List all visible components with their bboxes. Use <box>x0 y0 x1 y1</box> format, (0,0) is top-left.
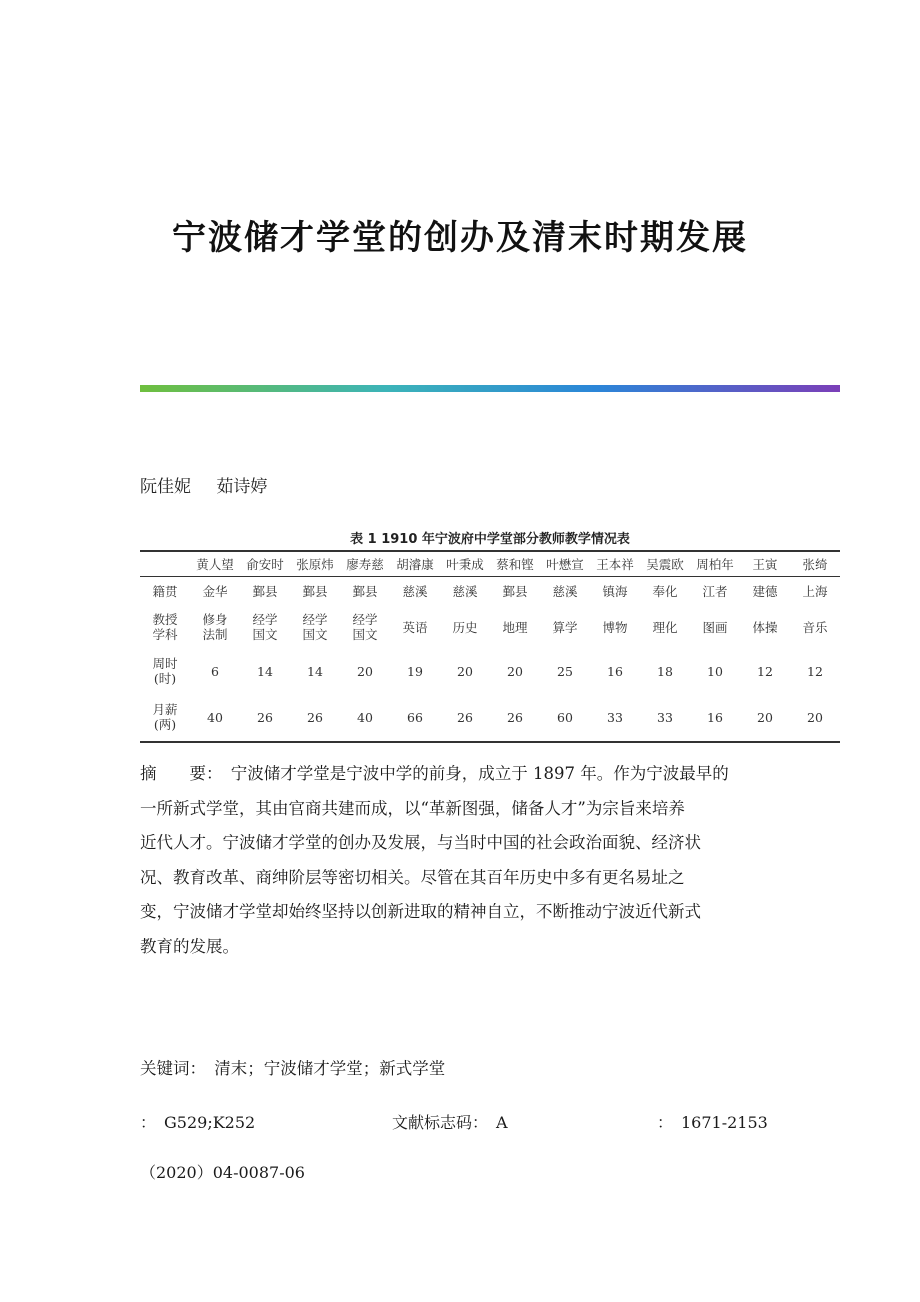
table-cell: 60 <box>557 709 573 725</box>
abstract-line: 教育的发展。 <box>140 936 239 956</box>
table-header-corner <box>140 551 190 577</box>
cell-line: 经学 <box>352 612 378 627</box>
row-label-line: 周时 <box>152 656 178 671</box>
table-cell: 20 <box>357 663 373 679</box>
cell-line: 经学 <box>302 612 328 627</box>
table-header-row <box>140 551 840 577</box>
table-row-weekly-hours <box>140 649 840 693</box>
table-cell: 鄞县 <box>252 584 278 599</box>
table-header-cell: 蔡和铿 <box>496 557 534 572</box>
table-cell: 26 <box>257 709 273 725</box>
table-header-cell: 周柏年 <box>696 557 734 572</box>
row-label-line: 教授 <box>152 612 178 627</box>
table-cell: 33 <box>607 709 623 725</box>
abstract-line: 一所新式学堂，其由官商共建而成，以“革新图强，储备人才”为宗旨来培养 <box>140 798 685 818</box>
table-header-cell: 俞安时 <box>246 557 284 572</box>
table-cell: 12 <box>757 663 773 679</box>
cell-line: 法制 <box>202 627 228 642</box>
table-header-cell: 廖寿慈 <box>346 557 384 572</box>
table-cell <box>340 605 390 649</box>
table-row-monthly-salary <box>140 693 840 742</box>
table-cell: 慈溪 <box>452 584 478 599</box>
row-label <box>140 649 190 693</box>
table-header-cell: 叶秉成 <box>446 557 484 572</box>
table-cell: 图画 <box>702 620 728 635</box>
table-cell: 10 <box>707 663 723 679</box>
table-cell: 25 <box>557 663 573 679</box>
table-cell: 6 <box>211 663 219 679</box>
article-id: （2020）04-0087-06 <box>140 1163 305 1182</box>
table-cell: 博物 <box>602 620 628 635</box>
row-label-line: (时) <box>153 671 177 686</box>
table-cell: 18 <box>657 663 673 679</box>
cell-line: 经学 <box>252 612 278 627</box>
table-header-cell: 王本祥 <box>596 557 634 572</box>
table-cell: 26 <box>457 709 473 725</box>
keywords: 关键词： 清末；宁波储才学堂；新式学堂 <box>140 1059 446 1078</box>
cell-line: 国文 <box>302 627 328 642</box>
author-1: 阮佳妮 <box>140 477 191 497</box>
table-cell <box>240 605 290 649</box>
table-cell: 20 <box>757 709 773 725</box>
table-row-subject <box>140 605 840 649</box>
table-cell: 20 <box>457 663 473 679</box>
table-header-cell: 胡濬康 <box>396 557 434 572</box>
row-label <box>140 693 190 742</box>
table-cell: 33 <box>657 709 673 725</box>
abstract-line: 近代人才。宁波储才学堂的创办及发展，与当时中国的社会政治面貌、经济状 <box>140 833 701 852</box>
table-cell: 鄞县 <box>502 584 528 599</box>
table-cell: 16 <box>607 663 623 679</box>
table-cell: 鄞县 <box>352 584 378 599</box>
table-cell: 26 <box>507 709 523 725</box>
table-cell: 英语 <box>402 620 428 635</box>
document-code: 文献标志码： A <box>392 1113 508 1132</box>
page-title: 宁波储才学堂的创办及清末时期发展 <box>172 218 748 258</box>
table-header-cell: 王寅 <box>752 557 778 572</box>
table-cell: 16 <box>707 709 723 725</box>
table-cell: 地理 <box>502 620 528 635</box>
table-cell: 20 <box>807 709 823 725</box>
row-label-line: 学科 <box>152 627 178 642</box>
table-cell: 40 <box>357 709 373 725</box>
table-row-native-place <box>140 577 840 606</box>
cell-line: 国文 <box>252 627 278 642</box>
row-label <box>140 605 190 649</box>
title-divider-bar <box>140 385 840 392</box>
cell-line: 修身 <box>202 612 228 627</box>
authors <box>140 472 267 497</box>
row-label: 籍贯 <box>152 584 178 599</box>
table-cell: 19 <box>407 663 423 679</box>
table-cell: 奉化 <box>652 584 678 599</box>
table-cell: 算学 <box>552 620 578 635</box>
table-cell: 14 <box>257 663 273 679</box>
table-cell <box>190 605 240 649</box>
table-cell <box>290 605 340 649</box>
abstract-line: 况、教育改革、商绅阶层等密切相关。尽管在其百年历史中多有更名易址之 <box>140 867 685 887</box>
table-cell: 12 <box>807 663 823 679</box>
table-cell: 历史 <box>452 620 478 635</box>
table-cell: 慈溪 <box>552 584 578 599</box>
table-header-cell: 张原炜 <box>296 557 334 572</box>
table-header-cell: 吴震欧 <box>646 557 684 572</box>
table-cell: 上海 <box>802 584 828 599</box>
table-caption: 表 1 1910 年宁波府中学堂部分教师教学情况表 <box>350 532 630 547</box>
issn-number: ： 1671-2153 <box>657 1113 768 1132</box>
teacher-table <box>140 550 840 743</box>
cell-line: 国文 <box>352 627 378 642</box>
table-cell: 体操 <box>752 620 778 635</box>
table-cell: 江者 <box>702 584 728 599</box>
row-label-line: 月薪 <box>152 702 178 717</box>
table-header-cell: 张绮 <box>802 557 828 572</box>
abstract-line: 摘 要： 宁波储才学堂是宁波中学的前身，成立于 1897 年。作为宁波最早的 <box>140 764 729 783</box>
author-2: 茹诗婷 <box>216 477 268 497</box>
table-cell: 66 <box>407 709 423 725</box>
row-label-line: (两) <box>153 717 177 732</box>
table-cell: 26 <box>307 709 323 725</box>
clc-number: ： G529;K252 <box>140 1113 256 1132</box>
table-cell: 20 <box>507 663 523 679</box>
table-cell: 理化 <box>652 620 678 635</box>
table-cell: 鄞县 <box>302 584 328 599</box>
abstract <box>140 757 790 964</box>
table-cell: 40 <box>207 709 223 725</box>
table-cell: 慈溪 <box>402 584 428 599</box>
classification-line <box>140 1110 800 1140</box>
abstract-line: 变，宁波储才学堂却始终坚持以创新进取的精神自立，不断推动宁波近代新式 <box>140 902 701 921</box>
table-cell: 金华 <box>202 584 228 599</box>
table-header-cell: 叶懋宣 <box>546 557 584 572</box>
table-cell: 14 <box>307 663 323 679</box>
table-header-cell: 黄人望 <box>196 557 234 572</box>
table-cell: 镇海 <box>602 584 628 599</box>
table-cell: 音乐 <box>802 620 828 635</box>
table-cell: 建德 <box>752 584 778 599</box>
